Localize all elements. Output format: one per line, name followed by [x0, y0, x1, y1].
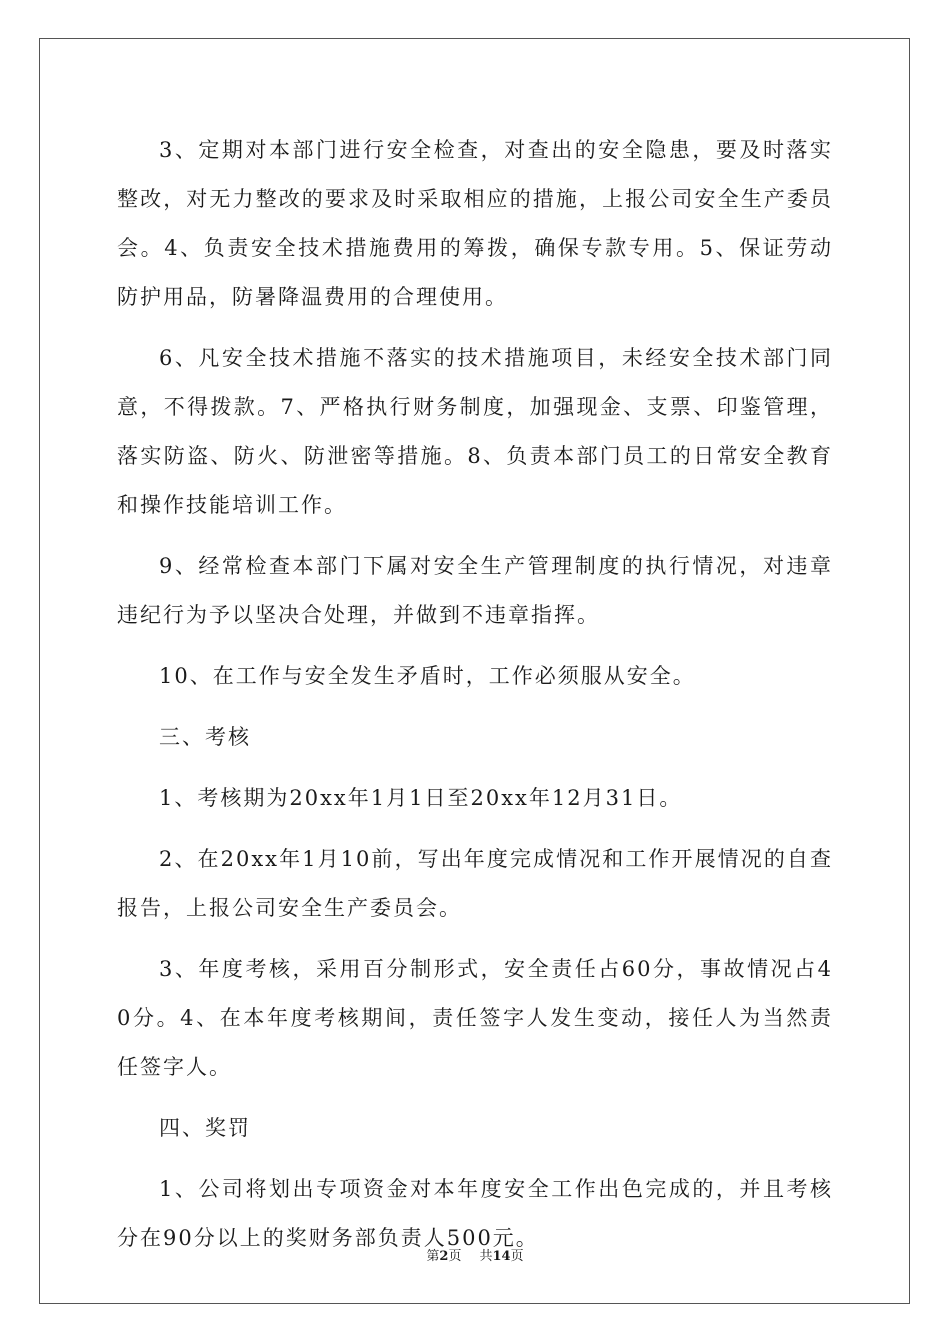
paragraph-item-10: 10、在工作与安全发生矛盾时，工作必须服从安全。: [159, 664, 696, 688]
page-footer: [0, 1247, 950, 1267]
page-prefix: 第: [426, 1249, 440, 1264]
document-body: [117, 126, 833, 1275]
page-unit: 页: [448, 1249, 462, 1264]
section-heading-assessment: 三、考核: [159, 725, 251, 749]
paragraph-item-6-8: 6、凡安全技术措施不落实的技术措施项目，未经安全技术部门同意，不得拨款。7、严格执行财务制度，加强现金、支票、印鉴管理，落实防盗、防火、防泄密等措施。8、负责本部门员工的日常安全教育和操作技能培训工作。: [117, 346, 833, 517]
paragraph-item-3-5: 3、定期对本部门进行安全检查，对查出的安全隐患，要及时落实整改，对无力整改的要求及时采取相应的措施，上报公司安全生产委员会。4、负责安全技术措施费用的筹拨，确保专款专用。5、保证劳动防护用品，防暑降温费用的合理使用。: [117, 138, 833, 309]
total-unit: 页: [510, 1249, 524, 1264]
total-prefix: 共: [479, 1249, 493, 1264]
paragraph-assessment-2: 2、在20xx年1月10前，写出年度完成情况和工作开展情况的自查报告，上报公司安全生产委员会。: [117, 847, 833, 920]
paragraph-item-9: 9、经常检查本部门下属对安全生产管理制度的执行情况，对违章违纪行为予以坚决合处理，并做到不违章指挥。: [117, 554, 833, 627]
total-page-number: 14: [492, 1249, 511, 1264]
current-page-number: 2: [439, 1249, 449, 1264]
section-heading-rewards: 四、奖罚: [159, 1116, 251, 1140]
paragraph-rewards-1: 1、公司将划出专项资金对本年度安全工作出色完成的，并且考核分在90分以上的奖财务部负责人500元。: [117, 1177, 833, 1250]
paragraph-assessment-1: 1、考核期为20xx年1月1日至20xx年12月31日。: [159, 786, 683, 810]
paragraph-assessment-3-4: 3、年度考核，采用百分制形式，安全责任占60分，事故情况占40分。4、在本年度考核期间，责任签字人发生变动，接任人为当然责任签字人。: [117, 957, 833, 1079]
